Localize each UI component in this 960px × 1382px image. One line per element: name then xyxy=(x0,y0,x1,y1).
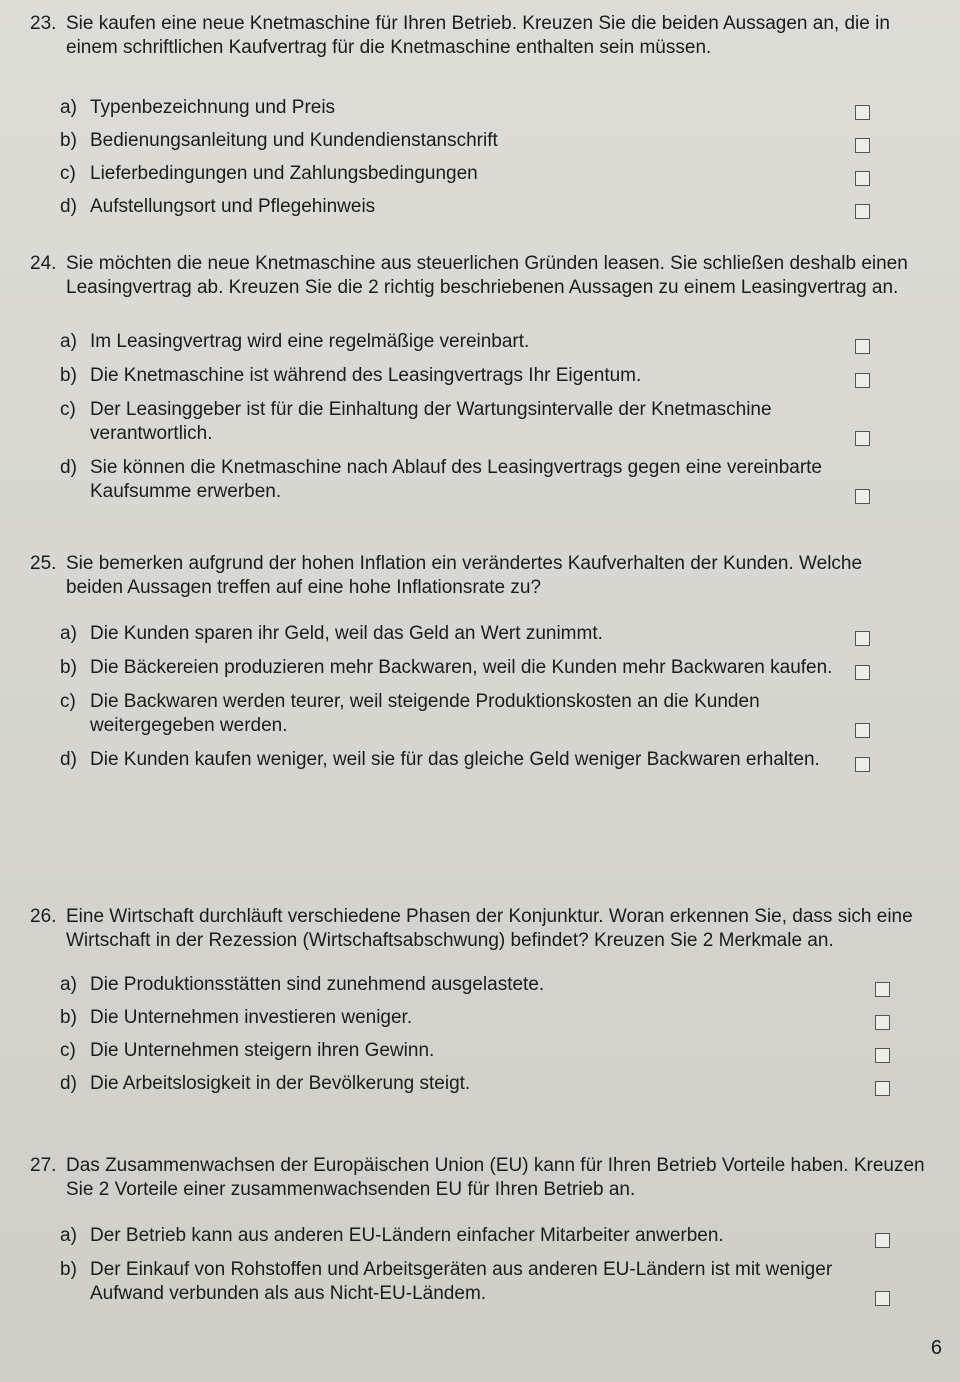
option-letter: b) xyxy=(60,1007,77,1028)
option-a xyxy=(30,330,910,354)
option-letter: a) xyxy=(60,97,77,118)
checkbox[interactable] xyxy=(875,1081,890,1096)
option-letter: c) xyxy=(60,399,76,420)
option-letter: a) xyxy=(60,974,77,995)
option-d xyxy=(30,456,910,504)
option-letter: a) xyxy=(60,623,77,644)
question-text xyxy=(30,12,910,60)
checkbox[interactable] xyxy=(875,1233,890,1248)
checkbox[interactable] xyxy=(855,757,870,772)
checkbox[interactable] xyxy=(875,1291,890,1306)
question-number: 23. xyxy=(30,13,57,34)
option-text: Die Bäckereien produzieren mehr Backwaren, weil die Kunden mehr Backwaren kaufen. xyxy=(90,657,833,678)
checkbox[interactable] xyxy=(855,723,870,738)
option-b xyxy=(30,1006,930,1030)
option-list xyxy=(30,622,910,772)
checkbox[interactable] xyxy=(855,204,870,219)
question-25 xyxy=(30,552,910,782)
question-24 xyxy=(30,252,910,514)
option-text: Bedienungsanleitung und Kundendienstanschrift xyxy=(90,130,498,151)
checkbox[interactable] xyxy=(855,431,870,446)
option-text: Die Unternehmen investieren weniger. xyxy=(90,1007,413,1028)
checkbox[interactable] xyxy=(855,665,870,680)
option-d xyxy=(30,1072,930,1096)
option-letter: b) xyxy=(60,130,77,151)
option-text: Typenbezeichnung und Preis xyxy=(90,97,336,118)
checkbox[interactable] xyxy=(855,373,870,388)
option-a xyxy=(30,96,910,120)
option-letter: c) xyxy=(60,691,76,712)
option-text: Die Kunden sparen ihr Geld, weil das Geld an Wert zunimmt. xyxy=(90,623,603,644)
option-c xyxy=(30,1039,930,1063)
option-b xyxy=(30,1258,930,1306)
option-text: Die Kunden kaufen weniger, weil sie für das gleiche Geld weniger Backwaren erhalten. xyxy=(90,749,820,770)
checkbox[interactable] xyxy=(855,138,870,153)
question-prompt: Sie kaufen eine neue Knetmaschine für Ihren Betrieb. Kreuzen Sie die beiden Aussagen an, die in einem schriftlichen Kaufvertrag für die Knetmaschine enthalten sein müssen. xyxy=(66,13,890,58)
option-text: Der Betrieb kann aus anderen EU-Ländern einfacher Mitarbeiter anwerben. xyxy=(90,1225,724,1246)
question-number: 25. xyxy=(30,553,57,574)
checkbox[interactable] xyxy=(875,1048,890,1063)
option-d xyxy=(30,748,910,772)
option-c xyxy=(30,398,910,446)
option-letter: b) xyxy=(60,1259,77,1280)
question-number: 24. xyxy=(30,253,57,274)
option-b xyxy=(30,364,910,388)
option-letter: d) xyxy=(60,457,77,478)
question-prompt: Eine Wirtschaft durchläuft verschiedene Phasen der Konjunktur. Woran erkennen Sie, dass sich eine Wirtschaft in der Rezession (Wirtschaftsabschwung) befindet? Kreuzen Sie 2 Merkmale an. xyxy=(66,906,913,951)
checkbox[interactable] xyxy=(855,631,870,646)
option-text: Lieferbedingungen und Zahlungsbedingungen xyxy=(90,163,478,184)
question-prompt: Das Zusammenwachsen der Europäischen Union (EU) kann für Ihren Betrieb Vorteile haben. Kreuzen Sie 2 Vorteile einer zusammenwachsenden EU für Ihren Betrieb an. xyxy=(66,1155,925,1200)
option-c xyxy=(30,162,910,186)
question-26 xyxy=(30,905,930,1105)
option-text: Die Knetmaschine ist während des Leasingvertrags Ihr Eigentum. xyxy=(90,365,642,386)
option-letter: b) xyxy=(60,657,77,678)
option-text: Die Produktionsstätten sind zunehmend ausgelastete. xyxy=(90,974,545,995)
question-number: 27. xyxy=(30,1155,57,1176)
checkbox[interactable] xyxy=(855,105,870,120)
option-text: Die Backwaren werden teurer, weil steigende Produktionskosten an die Kunden weitergegeben werden. xyxy=(90,691,760,736)
question-27 xyxy=(30,1154,930,1316)
option-c xyxy=(30,690,910,738)
question-23 xyxy=(30,12,910,228)
option-text: Im Leasingvertrag wird eine regelmäßige vereinbart. xyxy=(90,331,530,352)
option-text: Der Leasinggeber ist für die Einhaltung der Wartungsintervalle der Knetmaschine verantwortlich. xyxy=(90,399,772,444)
question-text xyxy=(30,1154,930,1202)
option-letter: b) xyxy=(60,365,77,386)
option-b xyxy=(30,656,910,680)
question-text xyxy=(30,252,910,300)
option-list xyxy=(30,96,910,219)
option-letter: d) xyxy=(60,1073,77,1094)
option-a xyxy=(30,622,910,646)
option-letter: c) xyxy=(60,163,76,184)
question-text xyxy=(30,905,930,953)
question-number: 26. xyxy=(30,906,57,927)
option-d xyxy=(30,195,910,219)
question-text xyxy=(30,552,910,600)
option-text: Der Einkauf von Rohstoffen und Arbeitsgeräten aus anderen EU-Ländern ist mit weniger Aufwand verbunden als aus Nicht-EU-Ländem. xyxy=(90,1259,833,1304)
page-number: 6 xyxy=(930,1337,942,1359)
option-list xyxy=(30,973,930,1096)
option-text: Die Arbeitslosigkeit in der Bevölkerung steigt. xyxy=(90,1073,471,1094)
option-b xyxy=(30,129,910,153)
checkbox[interactable] xyxy=(855,489,870,504)
option-list xyxy=(30,330,910,504)
option-a xyxy=(30,973,930,997)
checkbox[interactable] xyxy=(875,982,890,997)
checkbox[interactable] xyxy=(875,1015,890,1030)
checkbox[interactable] xyxy=(855,171,870,186)
question-prompt: Sie bemerken aufgrund der hohen Inflation ein verändertes Kaufverhalten der Kunden. Welche beiden Aussagen treffen auf eine hohe Inflationsrate zu? xyxy=(66,553,863,598)
option-letter: a) xyxy=(60,331,77,352)
option-letter: c) xyxy=(60,1040,76,1061)
option-text: Aufstellungsort und Pflegehinweis xyxy=(90,196,376,217)
option-text: Sie können die Knetmaschine nach Ablauf des Leasingvertrags gegen eine vereinbarte Kaufsumme erwerben. xyxy=(90,457,823,502)
option-letter: a) xyxy=(60,1225,77,1246)
option-a xyxy=(30,1224,930,1248)
question-prompt: Sie möchten die neue Knetmaschine aus steuerlichen Gründen leasen. Sie schließen deshalb einen Leasingvertrag ab. Kreuzen Sie die 2 richtig beschriebenen Aussagen zu einem Leasingvertrag an. xyxy=(66,253,908,298)
option-letter: d) xyxy=(60,196,77,217)
option-list xyxy=(30,1224,930,1306)
option-text: Die Unternehmen steigern ihren Gewinn. xyxy=(90,1040,435,1061)
option-letter: d) xyxy=(60,749,77,770)
checkbox[interactable] xyxy=(855,339,870,354)
